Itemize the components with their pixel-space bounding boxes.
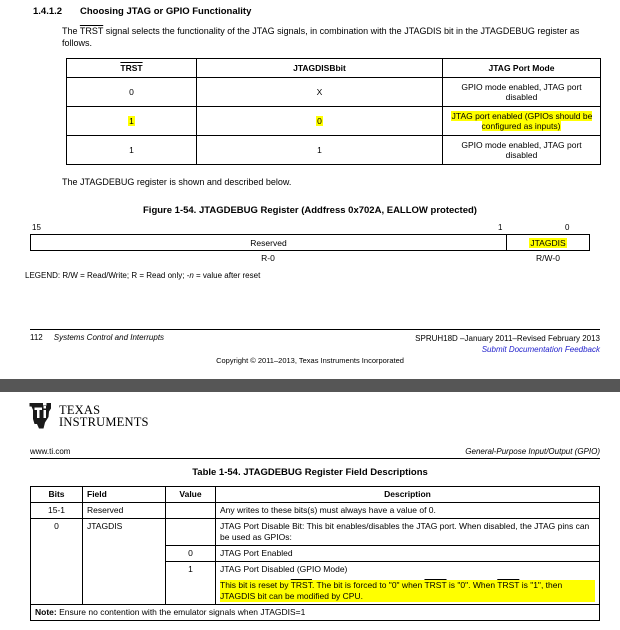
register-diagram — [30, 223, 590, 264]
footer-right — [415, 333, 600, 355]
note-text-1: This bit is reset by — [220, 580, 291, 590]
ti-brand-line-2: INSTRUMENTS — [59, 415, 149, 429]
note-label: Note: — [35, 607, 57, 617]
section-heading — [33, 0, 620, 17]
ti-brand-line-1: TEXAS — [59, 402, 101, 417]
note-text: Ensure no contention with the emulator signals when JTAGDIS=1 — [56, 607, 306, 617]
cell-description: Any writes to these bits(s) must always have a value of 0. — [216, 503, 600, 519]
page-footer — [30, 333, 600, 355]
register-field-reserved — [31, 235, 507, 250]
bit-label-0: 0 — [565, 223, 570, 232]
footer-divider — [30, 329, 600, 330]
column-header-field: Field — [83, 487, 166, 503]
register-field-jtagdis-label: JTAGDIS — [530, 237, 566, 248]
cell-value — [166, 503, 216, 519]
cell-description: JTAG Port Disable Bit: This bit enables/disables the JTAG port. When disabled, the JTAG pins can be used as GPIOs: — [216, 519, 600, 546]
cell-description — [216, 562, 600, 605]
page-two-header — [30, 447, 600, 458]
register-legend: LEGEND: R/W = Read/Write; R = Read only; -n = value after reset — [25, 271, 261, 280]
cell-trst — [67, 136, 197, 165]
cell-trst — [67, 107, 197, 136]
trst-signal-name: TRST — [497, 580, 520, 590]
cell-jtagdis-value: 1 — [317, 144, 322, 155]
register-field-jtagdis — [507, 235, 589, 250]
cell-jtagdis — [197, 78, 443, 107]
table-row — [67, 136, 601, 165]
intro-text-before: The — [62, 26, 80, 36]
cell-mode-value: GPIO mode enabled, JTAG port disabled — [461, 81, 582, 102]
footer-document-id: SPRUH18D –January 2011–Revised February 2013 — [415, 334, 600, 343]
column-header-description: Description — [216, 487, 600, 503]
table-note-row — [31, 605, 600, 621]
section-number: 1.4.1.2 — [33, 6, 63, 17]
cell-mode — [443, 107, 601, 136]
cell-trst — [67, 78, 197, 107]
trst-signal-name: TRST — [79, 26, 104, 36]
cell-trst-value: 0 — [129, 86, 134, 97]
cell-description: JTAG Port Enabled — [216, 546, 600, 562]
page-separator-band — [0, 379, 620, 392]
column-header-bits: Bits — [31, 487, 83, 503]
column-header-trst-label: TRST — [120, 62, 143, 73]
register-access-row — [30, 252, 590, 264]
table-header-row — [67, 59, 601, 78]
cell-value: 1 — [166, 562, 216, 605]
cell-field: Reserved — [83, 503, 166, 519]
bit-label-15: 15 — [32, 223, 41, 232]
header-chapter-name: General-Purpose Input/Output (GPIO) — [465, 447, 600, 456]
footer-chapter-name: Systems Control and Interrupts — [53, 333, 165, 342]
footer-page-number: 112 — [30, 333, 43, 342]
cell-trst-value: 1 — [129, 115, 134, 126]
texas-instruments-logo-icon — [28, 402, 54, 430]
table-row — [31, 503, 600, 519]
submit-documentation-feedback-link[interactable]: Submit Documentation Feedback — [481, 345, 600, 354]
note-text-4: is "1", then JTAGDIS bit can be modified by CPU. — [220, 580, 563, 601]
intro-paragraph — [62, 25, 587, 49]
table-row — [31, 519, 600, 546]
register-access-jtagdis: R/W-0 — [536, 253, 560, 263]
highlighted-trst-note — [220, 580, 595, 602]
register-field-row — [30, 234, 590, 251]
cell-field: JTAGDIS — [83, 519, 166, 605]
ti-logo — [28, 402, 620, 430]
register-field-reserved-label: Reserved — [250, 237, 287, 248]
header-divider — [30, 458, 600, 459]
table-row — [67, 107, 601, 136]
cell-jtagdis-value: X — [316, 86, 323, 97]
trst-signal-name: TRST — [424, 580, 447, 590]
table-header-row — [31, 487, 600, 503]
cell-value — [166, 519, 216, 546]
register-bit-numbers — [30, 223, 590, 234]
field-table-title: Table 1-54. JTAGDEBUG Register Field Descriptions — [192, 467, 428, 478]
register-intro-paragraph: The JTAGDEBUG register is shown and described below. — [62, 177, 292, 187]
cell-description-text: JTAG Port Disabled (GPIO Mode) — [220, 564, 348, 574]
cell-table-note — [31, 605, 600, 621]
intro-text-after: signal selects the functionality of the JTAG signals, in combination with the JTAGDIS bit in the JTAGDEBUG register as follows. — [62, 26, 580, 48]
cell-bits: 0 — [31, 519, 83, 605]
column-header-trst — [67, 59, 197, 78]
cell-bits: 15-1 — [31, 503, 83, 519]
column-header-mode: JTAG Port Mode — [443, 59, 601, 78]
note-text-3: is "0". When — [446, 580, 498, 590]
cell-trst-value: 1 — [129, 144, 134, 155]
cell-jtagdis — [197, 136, 443, 165]
cell-jtagdis-value: 0 — [317, 115, 322, 126]
table-row — [67, 78, 601, 107]
section-title: Choosing JTAG or GPIO Functionality — [80, 6, 252, 17]
column-header-value: Value — [166, 487, 216, 503]
figure-title: Figure 1-54. JTAGDEBUG Register (Addfress 0x702A, EALLOW protected) — [143, 205, 477, 216]
register-field-descriptions-table — [30, 486, 600, 621]
cell-mode-value: JTAG port enabled (GPIOs should be configured as inputs) — [451, 110, 593, 131]
cell-mode — [443, 78, 601, 107]
page-two — [0, 392, 620, 621]
cell-mode-value: GPIO mode enabled, JTAG port disabled — [461, 139, 582, 160]
jtag-truth-table — [66, 58, 601, 165]
cell-value: 0 — [166, 546, 216, 562]
note-text-2: . The bit is forced to "0" when — [311, 580, 425, 590]
cell-mode — [443, 136, 601, 165]
footer-copyright: Copyright © 2011–2013, Texas Instruments Incorporated — [216, 356, 404, 365]
bit-label-1: 1 — [498, 223, 503, 232]
ti-wordmark — [59, 404, 149, 429]
ti-website-url[interactable]: www.ti.com — [30, 447, 71, 456]
register-access-reserved: R-0 — [261, 253, 275, 263]
footer-left — [30, 333, 164, 355]
trst-signal-name: TRST — [290, 580, 312, 590]
cell-jtagdis — [197, 107, 443, 136]
column-header-jtagdis: JTAGDISBbit — [197, 59, 443, 78]
